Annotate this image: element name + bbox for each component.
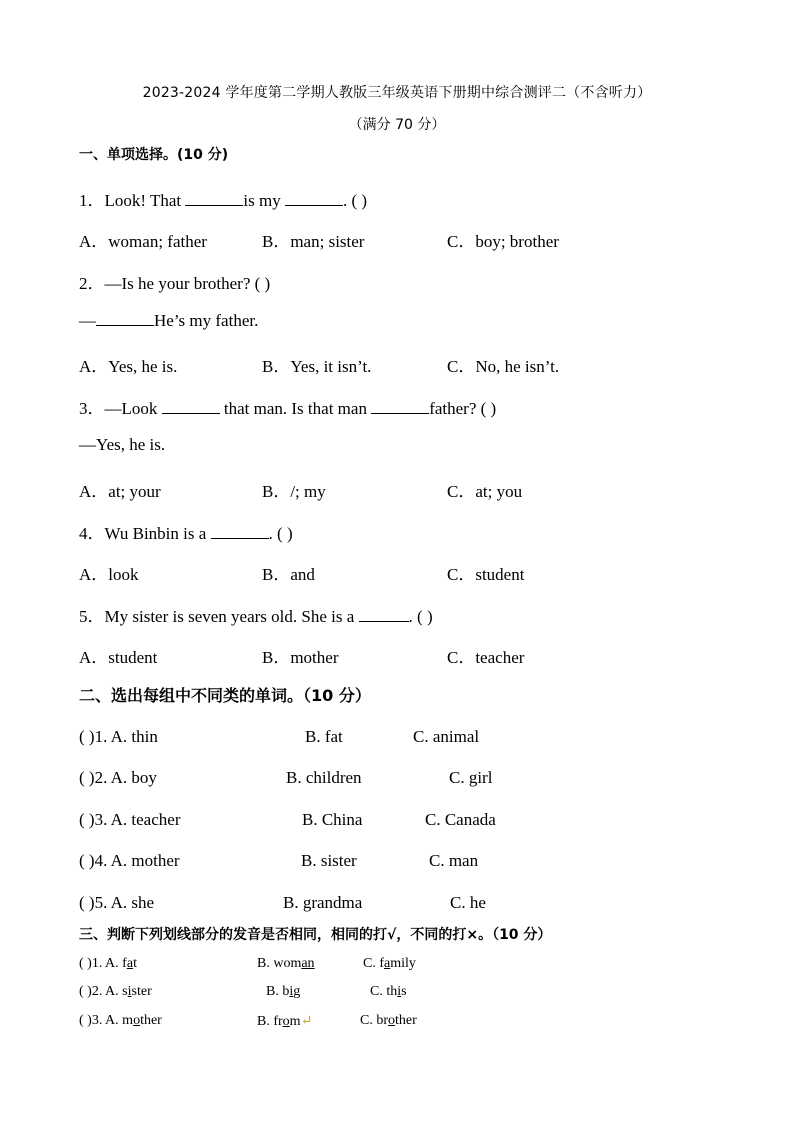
q1-stem-a: 1．Look! That bbox=[79, 191, 182, 210]
q4-stem bbox=[79, 519, 293, 544]
s3-row2-a: ( )2. A. sister bbox=[79, 984, 152, 999]
q3-stem bbox=[79, 394, 496, 419]
s2-row3-b: B. China bbox=[302, 810, 363, 829]
q4-option-b: B．and bbox=[262, 565, 315, 584]
s2-row1-c: C. animal bbox=[413, 727, 480, 746]
q5-option-a: A．student bbox=[79, 648, 158, 667]
section3-heading: 三、判断下列划线部分的发音是否相同，相同的打√，不同的打×。（10 分） bbox=[79, 927, 552, 943]
s2-row2-c: C. girl bbox=[449, 768, 493, 787]
q5-stem-b: . ( ) bbox=[408, 607, 433, 626]
q3-option-a: A．at; your bbox=[79, 482, 161, 501]
paragraph-mark-icon: ↵ bbox=[300, 1014, 313, 1029]
s2-row5-b: B. grandma bbox=[283, 893, 363, 912]
s3-row3-a: ( )3. A. mother bbox=[79, 1013, 162, 1028]
answer-blank bbox=[185, 191, 243, 206]
s2-row3-a: ( )3. A. teacher bbox=[79, 810, 181, 829]
q5-option-b: B．mother bbox=[262, 648, 339, 667]
q3-stem-b: that man. Is that man bbox=[223, 399, 367, 418]
q1-option-a: A．woman; father bbox=[79, 232, 207, 251]
s2-row1-b: B. fat bbox=[305, 727, 343, 746]
s2-row1-a: ( )1. A. thin bbox=[79, 727, 158, 746]
q1-option-c: C．boy; brother bbox=[447, 232, 559, 251]
answer-blank bbox=[162, 399, 220, 414]
page-title: 2023-2024 学年度第二学期人教版三年级英语下册期中综合测评二（不含听力） bbox=[142, 85, 652, 101]
q2-stem: 2．—Is he your brother? ( ) bbox=[79, 274, 271, 293]
s2-row2-a: ( )2. A. boy bbox=[79, 768, 157, 787]
q5-option-c: C．teacher bbox=[447, 648, 525, 667]
answer-blank bbox=[211, 524, 269, 539]
q4-option-a: A．look bbox=[79, 565, 139, 584]
s3-row1-c: C. family bbox=[363, 956, 416, 971]
section2-heading: 二、选出每组中不同类的单词。（10 分） bbox=[79, 686, 371, 705]
q5-stem bbox=[79, 602, 433, 627]
answer-blank bbox=[285, 191, 343, 206]
q4-stem-b: . ( ) bbox=[268, 524, 293, 543]
q2-option-b: B．Yes, it isn’t. bbox=[262, 357, 372, 376]
answer-blank bbox=[371, 399, 429, 414]
answer-blank bbox=[359, 607, 409, 622]
answer-blank bbox=[96, 311, 154, 326]
s2-row5-a: ( )5. A. she bbox=[79, 893, 155, 912]
q3-stem-c: father? ( ) bbox=[429, 399, 497, 418]
q1-stem-b: is my bbox=[243, 191, 281, 210]
q3-option-c: C．at; you bbox=[447, 482, 523, 501]
s2-row4-a: ( )4. A. mother bbox=[79, 851, 180, 870]
s3-row1-a: ( )1. A. fat bbox=[79, 956, 137, 971]
s2-row2-b: B. children bbox=[286, 768, 362, 787]
s3-row1-b: B. woman bbox=[257, 956, 315, 971]
q5-stem-a: 5．My sister is seven years old. She is a bbox=[79, 607, 355, 626]
q1-stem bbox=[79, 186, 367, 211]
s2-row3-c: C. Canada bbox=[425, 810, 496, 829]
q1-option-b: B．man; sister bbox=[262, 232, 365, 251]
s2-row5-c: C. he bbox=[450, 893, 486, 912]
s2-row4-c: C. man bbox=[429, 851, 479, 870]
s3-row2-c: C. this bbox=[370, 984, 407, 999]
q1-stem-c: . ( ) bbox=[342, 191, 368, 210]
s2-row4-b: B. sister bbox=[301, 851, 357, 870]
q3-reply: —Yes, he is. bbox=[79, 435, 166, 454]
q4-stem-a: 4．Wu Binbin is a bbox=[79, 524, 207, 543]
s3-row2-b: B. big bbox=[266, 984, 301, 999]
q3-option-b: B．/; my bbox=[262, 482, 326, 501]
q2-option-c: C．No, he isn’t. bbox=[447, 357, 560, 376]
q2-reply-dash: — bbox=[79, 311, 96, 330]
section1-heading: 一、单项选择。(10 分) bbox=[79, 147, 229, 163]
s3-row3-c: C. brother bbox=[360, 1013, 417, 1028]
q3-stem-a: 3．—Look bbox=[79, 399, 158, 418]
page-subtitle: （满分 70 分） bbox=[348, 117, 446, 133]
q2-reply-text: He’s my father. bbox=[154, 311, 259, 330]
q4-option-c: C．student bbox=[447, 565, 525, 584]
q2-reply bbox=[79, 311, 258, 331]
s3-row3-b: B. from↵ bbox=[257, 1014, 313, 1029]
q2-option-a: A．Yes, he is. bbox=[79, 357, 178, 376]
